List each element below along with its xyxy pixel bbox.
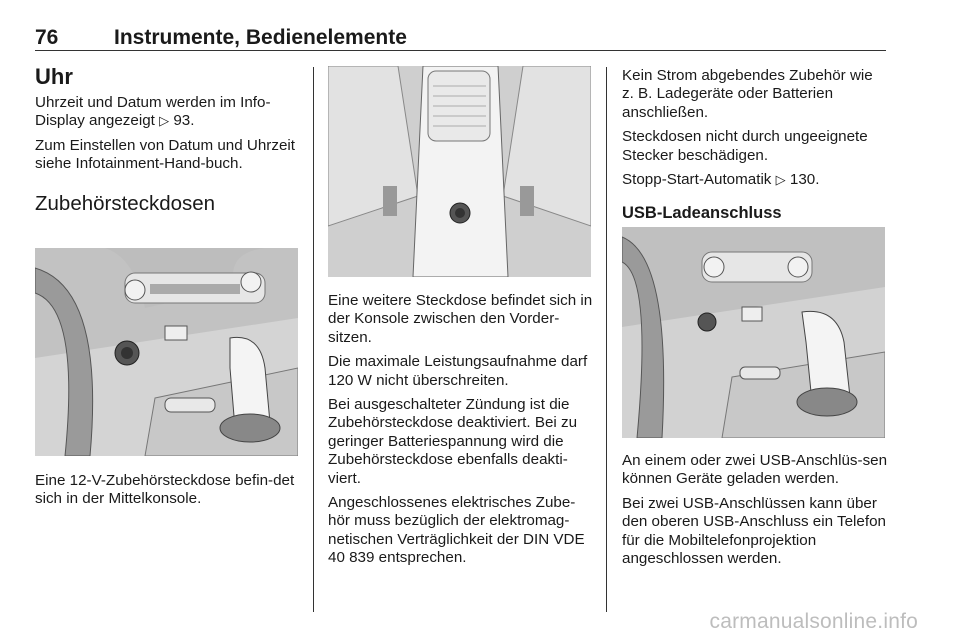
column-3-lower	[622, 452, 888, 574]
page-reference[interactable]: 93.	[173, 112, 195, 130]
column-1	[35, 64, 300, 216]
paragraph-text: Uhrzeit und Datum werden im Info-Display angezeigt	[35, 94, 271, 130]
figure-usb-port	[622, 227, 885, 438]
paragraph: Die maximale Leistungsaufnahme darf 120 W nicht überschreiten.	[328, 353, 588, 389]
paragraph: Steckdosen nicht durch ungeeignete Stecker beschädigen.	[622, 128, 868, 164]
paragraph: Zum Einstellen von Datum und Uhrzeit siehe Infotainment-Hand-buch.	[35, 136, 295, 173]
header-rule	[35, 50, 886, 51]
heading-uhr: Uhr	[35, 64, 73, 89]
column-divider-1	[313, 67, 314, 612]
page-header	[35, 26, 885, 50]
column-2	[328, 292, 594, 574]
paragraph: Bei ausgeschalteter Zündung ist die Zubehörsteckdose deaktiviert. Bei zu geringer Batteriespannung wird die Zubehörsteckdose ebenfalls deakti-viert.	[328, 396, 578, 487]
figure-console-socket	[328, 66, 591, 277]
watermark: carmanualsonline.info	[709, 610, 918, 633]
heading-zubehoersteckdosen: Zubehörsteckdosen	[35, 191, 216, 215]
paragraph: Bei zwei USB-Anschlüssen kann über den oberen USB-Anschluss ein Telefon für die Mobiltelefonprojektion angeschlossen werden.	[622, 494, 886, 568]
chapter-title: Instrumente, Bedienelemente	[114, 26, 407, 49]
cross-reference-icon: ▷	[159, 113, 170, 129]
paragraph: Angeschlossenes elektrisches Zube-hör muss bezüglich der elektromag-netischen Verträglichkeit der DIN VDE 40 839 entsprechen.	[328, 494, 585, 567]
column-3	[622, 67, 888, 223]
column-1-caption	[35, 472, 300, 515]
heading-usb-ladeanschluss: USB-Ladeanschluss	[622, 204, 782, 223]
cross-reference-icon: ▷	[775, 172, 786, 188]
paragraph: Eine weitere Steckdose befindet sich in der Konsole zwischen den Vorder-sitzen.	[328, 292, 593, 346]
paragraph-text: Stopp-Start-Automatik	[622, 171, 772, 189]
page-number: 76	[35, 26, 59, 49]
paragraph	[622, 171, 888, 189]
column-divider-2	[606, 67, 607, 612]
paragraph: An einem oder zwei USB-Anschlüs-sen können Geräte geladen werden.	[622, 452, 888, 488]
paragraph	[35, 94, 300, 131]
figure-caption: Eine 12-V-Zubehörsteckdose befin-det sich in der Mittelkonsole.	[35, 472, 295, 508]
paragraph: Kein Strom abgebendes Zubehör wie z. B. Ladegeräte oder Batterien anschließen.	[622, 67, 873, 121]
figure-12v-socket	[35, 248, 298, 456]
page-reference[interactable]: 130.	[789, 171, 820, 189]
